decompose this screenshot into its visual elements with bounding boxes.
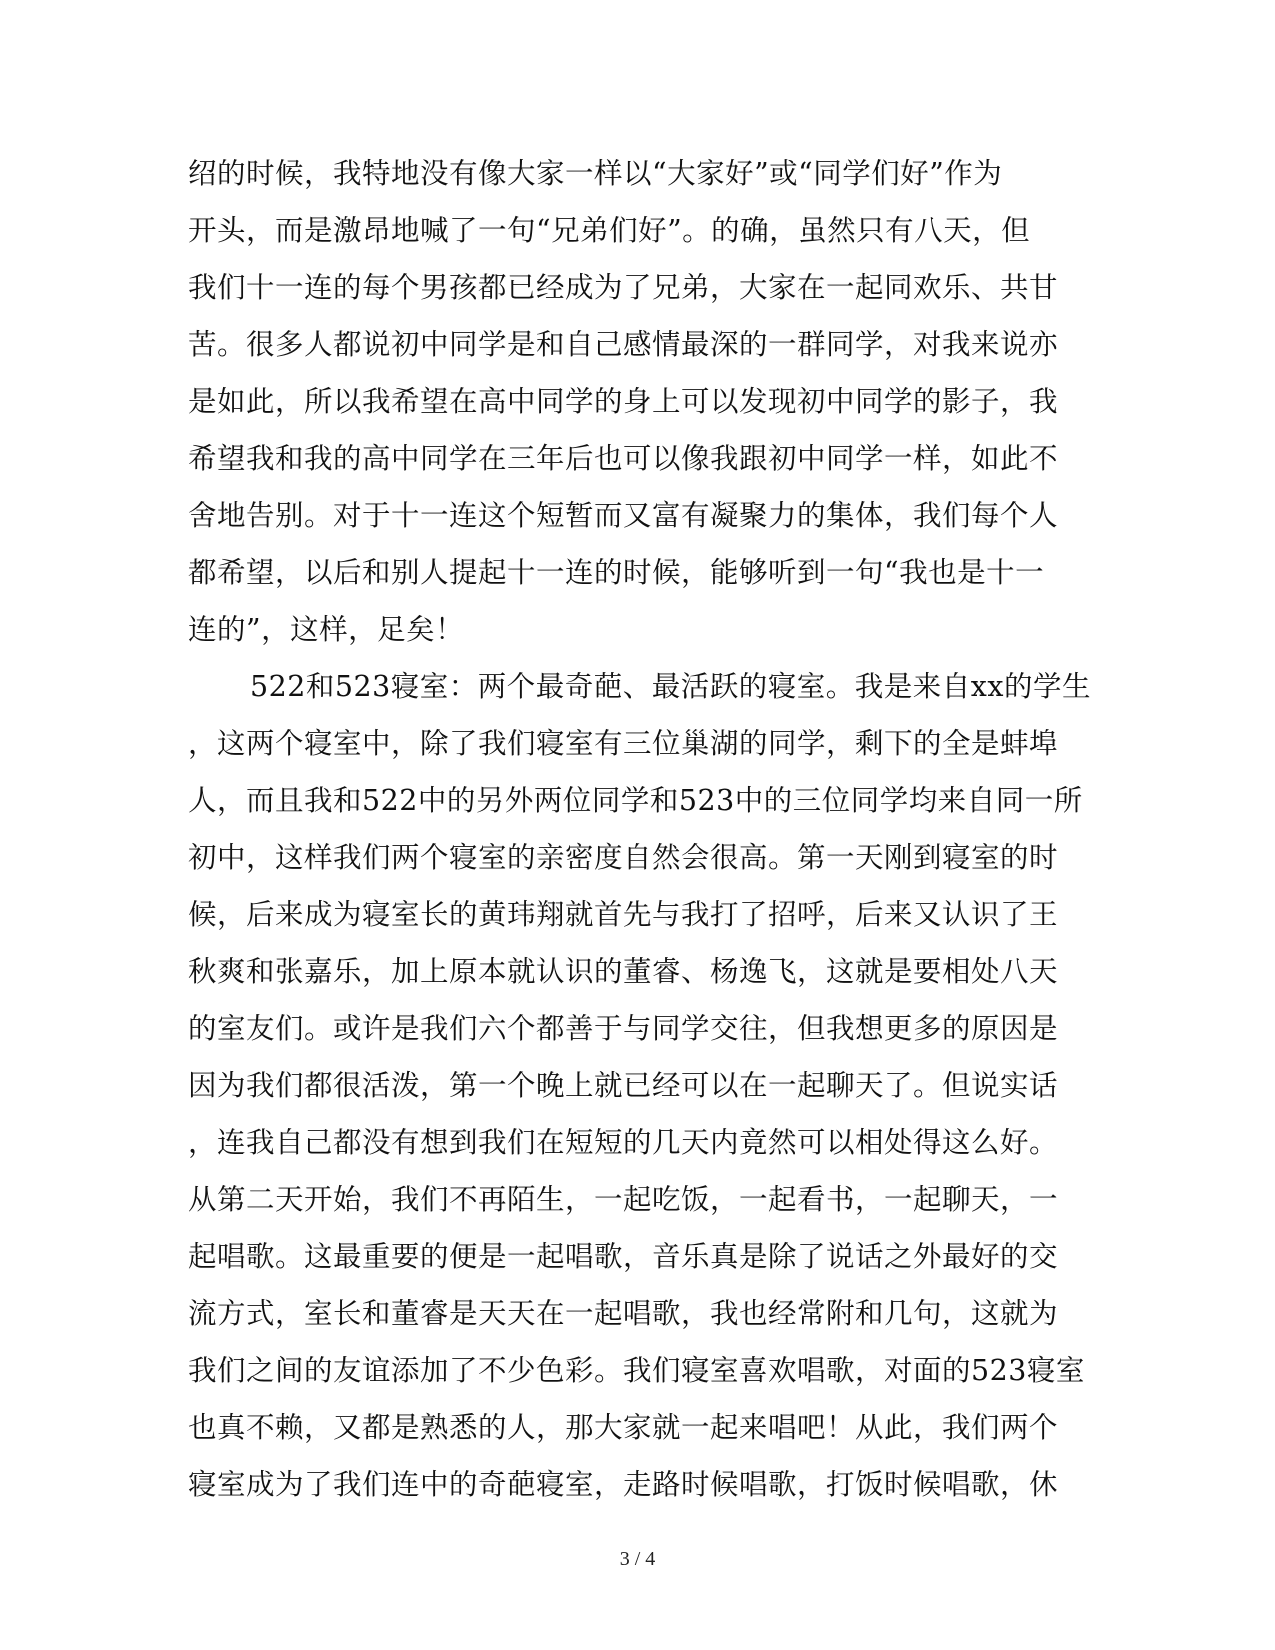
body-text: [188, 145, 1091, 1513]
text-line: 我们之间的友谊添加了不少色彩。我们寝室喜欢唱歌，对面的523寝室: [188, 1354, 1085, 1387]
text-line: 绍的时候，我特地没有像大家一样以“大家好”或“同学们好”作为: [188, 157, 1003, 190]
text-line: 人，而且我和522中的另外两位同学和523中的三位同学均来自同一所: [188, 784, 1083, 817]
text-line: 522和523寝室：两个最奇葩、最活跃的寝室。我是来自xx的学生: [250, 670, 1091, 703]
text-line: 开头，而是激昂地喊了一句“兄弟们好”。的确，虽然只有八天，但: [188, 214, 1031, 247]
text-line: 从第二天开始，我们不再陌生，一起吃饭，一起看书，一起聊天，一: [188, 1183, 1059, 1216]
text-line: 的室友们。或许是我们六个都善于与同学交往，但我想更多的原因是: [188, 1012, 1059, 1045]
paragraph-2: [188, 658, 1091, 1513]
text-line: 候，后来成为寝室长的黄玮翔就首先与我打了招呼，后来又认识了王: [188, 898, 1059, 931]
text-line: 也真不赖，又都是熟悉的人，那大家就一起来唱吧！从此，我们两个: [188, 1411, 1059, 1444]
text-line: 流方式，室长和董睿是天天在一起唱歌，我也经常附和几句，这就为: [188, 1297, 1059, 1330]
paragraph-1: [188, 145, 1068, 658]
text-line: 秋爽和张嘉乐，加上原本就认识的董睿、杨逸飞，这就是要相处八天: [188, 955, 1059, 988]
text-line: 寝室成为了我们连中的奇葩寝室，走路时候唱歌，打饭时候唱歌，休: [188, 1468, 1059, 1501]
text-line: 因为我们都很活泼，第一个晚上就已经可以在一起聊天了。但说实话: [188, 1069, 1059, 1102]
text-line: 是如此，所以我希望在高中同学的身上可以发现初中同学的影子，我: [188, 385, 1059, 418]
text-line: 希望我和我的高中同学在三年后也可以像我跟初中同学一样，如此不: [188, 442, 1059, 475]
text-line: 都希望，以后和别人提起十一连的时候，能够听到一句“我也是十一: [188, 556, 1045, 589]
text-line: 舍地告别。对于十一连这个短暂而又富有凝聚力的集体，我们每个人: [188, 499, 1059, 532]
text-line: 我们十一连的每个男孩都已经成为了兄弟，大家在一起同欢乐、共甘: [188, 271, 1059, 304]
text-line: 初中，这样我们两个寝室的亲密度自然会很高。第一天刚到寝室的时: [188, 841, 1059, 874]
text-line: ，这两个寝室中，除了我们寝室有三位巢湖的同学，剩下的全是蚌埠: [188, 727, 1059, 760]
text-line: ，连我自己都没有想到我们在短短的几天内竟然可以相处得这么好。: [188, 1126, 1059, 1159]
text-line: 连的”，这样，足矣！: [188, 613, 465, 646]
page-number: 3 / 4: [619, 1548, 656, 1570]
text-line: 苦。很多人都说初中同学是和自己感情最深的一群同学，对我来说亦: [188, 328, 1059, 361]
text-line: 起唱歌。这最重要的便是一起唱歌，音乐真是除了说话之外最好的交: [188, 1240, 1059, 1273]
